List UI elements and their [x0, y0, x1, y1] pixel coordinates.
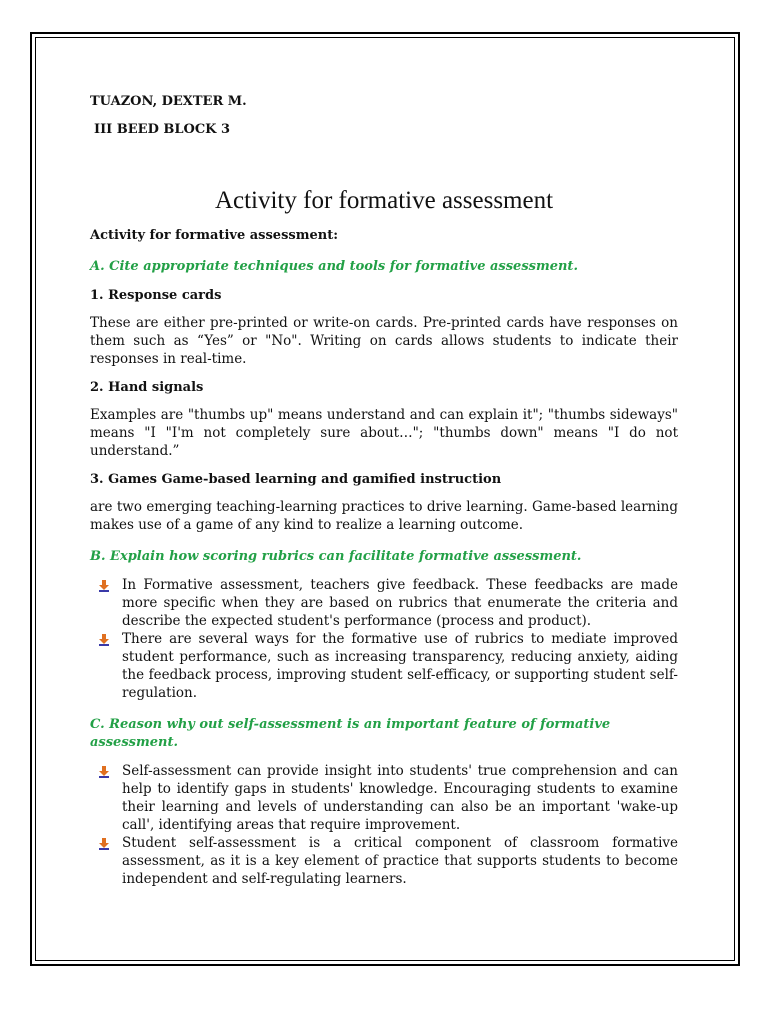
document-body: [90, 94, 678, 888]
arrow-down-bullet-icon: [90, 762, 122, 783]
class-block: III BEED BLOCK 3: [94, 122, 231, 137]
arrow-down-bullet-icon: [90, 834, 122, 855]
item-hand-signals-text: Examples are "thumbs up" means understand and can explain it"; "thumbs sideways" means "I "I'm not completely sure about…"; "thumbs down" means "I do not understand.”: [90, 407, 678, 459]
section-a-heading: A. Cite appropriate techniques and tools for formative assessment.: [90, 259, 578, 274]
list-item: [90, 630, 678, 702]
arrow-down-bullet-icon: [90, 576, 122, 597]
item-title: Games Game-based learning and gamified instruction: [108, 472, 502, 487]
bullet-text: Student self-assessment is a critical component of classroom formative assessment, as it is a key element of practice that supports students to become independent and self-regulating learners.: [122, 835, 678, 887]
bullet-text: In Formative assessment, teachers give feedback. These feedbacks are made more specific when they are based on rubrics that enumerate the criteria and describe the expected student's performance (process and product).: [122, 577, 678, 629]
item-number: 2.: [90, 380, 104, 395]
arrow-down-bullet-icon: [90, 630, 122, 651]
section-c-bullet-list: [90, 762, 678, 888]
section-b-bullet-list: [90, 576, 678, 702]
item-response-cards-text: These are either pre-printed or write-on cards. Pre-printed cards have responses on them such as “Yes” or "No". Writing on cards allows students to indicate their responses in real-time.: [90, 315, 678, 367]
activity-subtitle: Activity for formative assessment:: [90, 228, 338, 243]
document-title: Activity for formative assessment: [214, 187, 554, 214]
item-title: Response cards: [108, 288, 222, 303]
author-name: TUAZON, DEXTER M.: [90, 94, 247, 109]
item-number: 3.: [90, 472, 104, 487]
list-item: [90, 834, 678, 888]
item-hand-signals-heading: [90, 380, 678, 396]
bullet-text: There are several ways for the formative use of rubrics to mediate improved student performance, such as increasing transparency, reducing anxiety, aiding the feedback process, improving student self-efficacy, or supporting student self-regulation.: [122, 631, 678, 701]
item-games-text: are two emerging teaching-learning practices to drive learning. Game-based learning makes use of a game of any kind to realize a learning outcome.: [90, 499, 678, 533]
item-response-cards-heading: [90, 288, 678, 304]
item-title: Hand signals: [108, 380, 204, 395]
list-item: [90, 762, 678, 834]
bullet-text: Self-assessment can provide insight into students' true comprehension and can help to identify gaps in students' knowledge. Encouraging students to examine their learning and levels of understanding can also be an important 'wake-up call', identifying areas that require improvement.: [122, 763, 678, 833]
list-item: [90, 576, 678, 630]
section-b-heading: B. Explain how scoring rubrics can facilitate formative assessment.: [90, 549, 582, 564]
item-games-heading: [90, 472, 678, 488]
item-number: 1.: [90, 288, 104, 303]
section-c-heading: C. Reason why out self-assessment is an important feature of formative assessment.: [90, 717, 611, 750]
